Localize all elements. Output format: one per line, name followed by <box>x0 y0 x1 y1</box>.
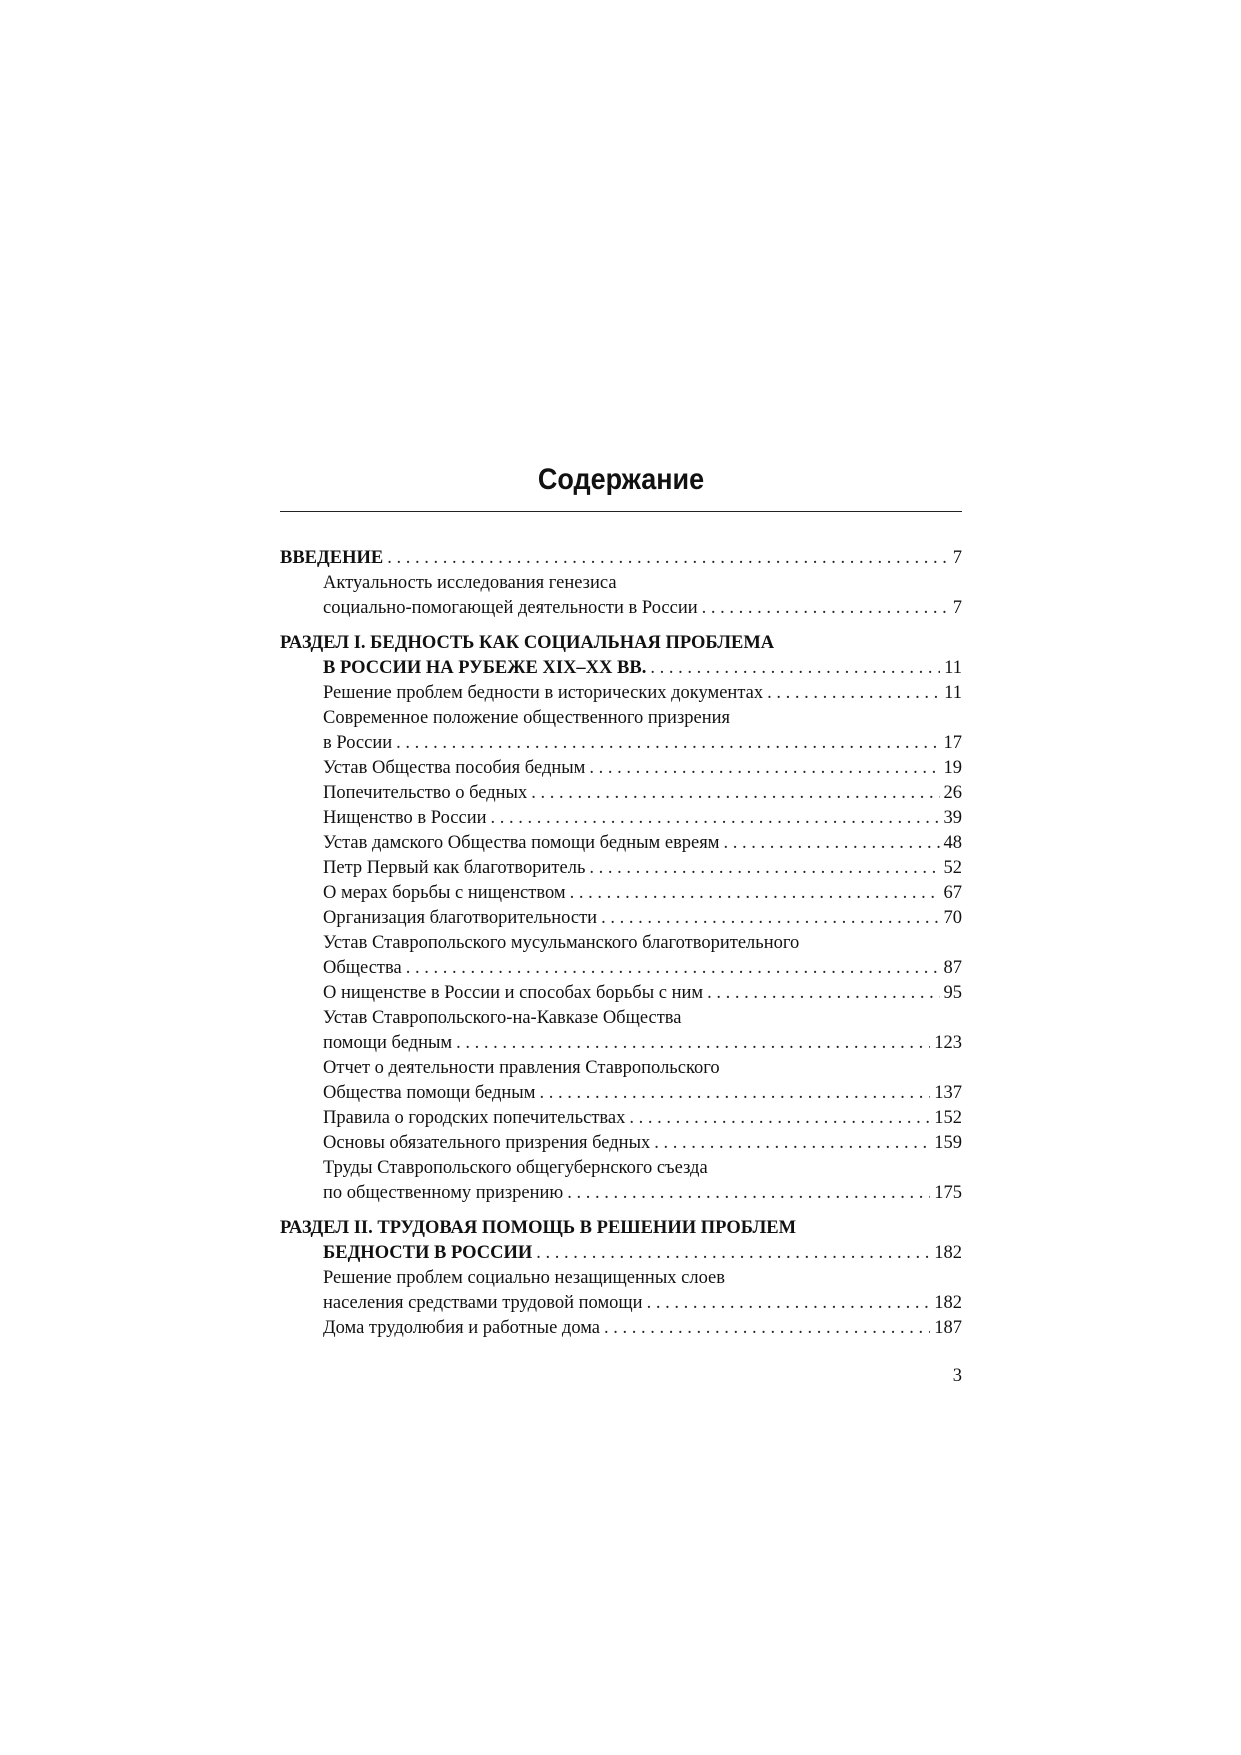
toc-entry-title: Общества помощи бедным <box>323 1083 536 1103</box>
toc-entry-row <box>323 1081 962 1106</box>
toc-entry-row <box>323 1316 962 1341</box>
toc-page-number: 39 <box>943 808 962 828</box>
toc-entry-line: Актуальность исследования генезиса <box>323 573 617 593</box>
toc-entry-title: в России <box>323 733 393 753</box>
toc-entry[interactable] <box>323 981 962 1006</box>
toc-entry-row <box>323 1031 962 1056</box>
toc-items <box>323 1266 962 1341</box>
toc-entry-line: Решение проблем социально незащищенных слоев <box>323 1268 725 1288</box>
dot-leader <box>491 806 940 831</box>
toc-page-number: 17 <box>943 733 962 753</box>
dot-leader <box>589 856 939 881</box>
dot-leader <box>396 731 939 756</box>
toc-entry-title: Организация благотворительности <box>323 908 598 928</box>
toc-entry-row <box>323 856 962 881</box>
toc-page-number: 11 <box>944 683 962 703</box>
toc-heading-line: РАЗДЕЛ I. БЕДНОСТЬ КАК СОЦИАЛЬНАЯ ПРОБЛЕМА <box>280 633 775 653</box>
dot-leader <box>647 1291 931 1316</box>
dot-leader <box>539 1081 930 1106</box>
toc-page-number: 159 <box>934 1133 962 1153</box>
toc-page-number: 52 <box>943 858 962 878</box>
title-divider <box>280 511 962 512</box>
toc-entry-title: Правила о городских попечительствах <box>323 1108 626 1128</box>
dot-leader <box>604 1316 930 1341</box>
toc-entry-row <box>323 1131 962 1156</box>
toc-page-number: 152 <box>934 1108 962 1128</box>
toc-entry-line: Устав Ставропольского-на-Кавказе Общества <box>323 1008 682 1028</box>
toc-page-number: 123 <box>934 1033 962 1053</box>
toc-heading-text: В РОССИИ НА РУБЕЖЕ XIX–XX ВВ. <box>323 658 647 678</box>
toc-entry[interactable] <box>323 806 962 831</box>
toc-entry-title: Основы обязательного призрения бедных <box>323 1133 651 1153</box>
toc-page-number: 137 <box>934 1083 962 1103</box>
toc-entry-row <box>323 1291 962 1316</box>
toc-entry[interactable] <box>323 571 962 621</box>
toc-entry[interactable] <box>323 781 962 806</box>
toc-entry[interactable] <box>323 1316 962 1341</box>
toc-entry-row <box>323 981 962 1006</box>
toc-entry[interactable] <box>323 681 962 706</box>
toc-entry-title: О мерах борьбы с нищенством <box>323 883 566 903</box>
toc-page-number: 182 <box>934 1243 962 1263</box>
toc-entry-row <box>323 596 962 621</box>
toc-entry-title: Попечительство о бедных <box>323 783 528 803</box>
toc-entry-title: О нищенстве в России и способах борьбы с ним <box>323 983 704 1003</box>
toc-entry[interactable] <box>323 856 962 881</box>
toc-page-number: 175 <box>934 1183 962 1203</box>
toc-entry-row <box>323 731 962 756</box>
toc-section-2 <box>280 1216 962 1341</box>
toc-page-number: 26 <box>943 783 962 803</box>
toc-heading-section-2[interactable] <box>323 1241 962 1266</box>
dot-leader <box>601 906 939 931</box>
toc-entry[interactable] <box>323 1131 962 1156</box>
table-of-contents <box>280 546 962 1341</box>
dot-leader <box>707 981 939 1006</box>
toc-entry[interactable] <box>323 1266 962 1316</box>
toc-entry[interactable] <box>323 1006 962 1056</box>
dot-leader <box>650 656 940 681</box>
toc-heading-intro[interactable] <box>280 546 962 571</box>
toc-entry-title: помощи бедным <box>323 1033 453 1053</box>
toc-page-number: 19 <box>943 758 962 778</box>
toc-entry-title: по общественному призрению <box>323 1183 564 1203</box>
toc-entry-row <box>323 1181 962 1206</box>
dot-leader <box>406 956 940 981</box>
toc-page-number: 95 <box>943 983 962 1003</box>
toc-heading-text: БЕДНОСТИ В РОССИИ <box>323 1243 533 1263</box>
toc-entry-line: Труды Ставропольского общегубернского съезда <box>323 1158 708 1178</box>
dot-leader <box>536 1241 930 1266</box>
toc-page-number: 67 <box>943 883 962 903</box>
toc-entry-row <box>323 881 962 906</box>
toc-page-number: 87 <box>943 958 962 978</box>
toc-entry-row <box>323 806 962 831</box>
toc-entry-line: Устав Ставропольского мусульманского благотворительного <box>323 933 800 953</box>
toc-heading-section-1[interactable] <box>323 656 962 681</box>
dot-leader <box>654 1131 930 1156</box>
toc-entry[interactable] <box>323 706 962 756</box>
toc-entry[interactable] <box>323 1156 962 1206</box>
toc-entry-title: Дома трудолюбия и работные дома <box>323 1318 601 1338</box>
toc-entry-title: населения средствами трудовой помощи <box>323 1293 643 1313</box>
toc-entry-row <box>323 1106 962 1131</box>
toc-heading-text: ВВЕДЕНИЕ <box>280 548 384 568</box>
toc-entry-title: Общества <box>323 958 402 978</box>
toc-entry[interactable] <box>323 1106 962 1131</box>
toc-entry-row <box>323 956 962 981</box>
toc-page-number: 7 <box>952 598 962 618</box>
toc-page-number: 7 <box>952 548 962 568</box>
toc-entry[interactable] <box>323 1056 962 1106</box>
dot-leader <box>570 881 940 906</box>
toc-entry-title: Петр Первый как благотворитель <box>323 858 586 878</box>
toc-entry[interactable] <box>323 881 962 906</box>
toc-entry-title: социально-помогающей деятельности в России <box>323 598 698 618</box>
page-number: 3 <box>952 1366 962 1386</box>
dot-leader <box>456 1031 930 1056</box>
toc-entry-title: Устав Общества пособия бедным <box>323 758 586 778</box>
toc-entry-row <box>323 831 962 856</box>
dot-leader <box>531 781 939 806</box>
dot-leader <box>629 1106 930 1131</box>
toc-entry-title: Нищенство в России <box>323 808 487 828</box>
toc-page-number: 70 <box>943 908 962 928</box>
toc-entry-line: Современное положение общественного призрения <box>323 708 731 728</box>
dot-leader <box>767 681 940 706</box>
toc-page-number: 182 <box>934 1293 962 1313</box>
toc-entry[interactable] <box>323 756 962 781</box>
toc-entry-title: Устав дамского Общества помощи бедным евреям <box>323 833 720 853</box>
toc-section-intro <box>280 546 962 621</box>
page-title: Содержание <box>537 463 705 496</box>
dot-leader <box>567 1181 930 1206</box>
toc-entry-row <box>323 906 962 931</box>
toc-entry[interactable] <box>323 931 962 981</box>
toc-section-1 <box>280 631 962 1206</box>
toc-page-number: 48 <box>943 833 962 853</box>
toc-items <box>323 681 962 1206</box>
dot-leader <box>387 546 949 571</box>
toc-entry-row <box>323 781 962 806</box>
dot-leader <box>589 756 939 781</box>
toc-page-number: 11 <box>944 658 962 678</box>
dot-leader <box>702 596 949 621</box>
toc-entry[interactable] <box>323 831 962 856</box>
toc-heading-line: РАЗДЕЛ II. ТРУДОВАЯ ПОМОЩЬ В РЕШЕНИИ ПРОБЛЕМ <box>280 1218 797 1238</box>
toc-entry[interactable] <box>323 906 962 931</box>
toc-page-number: 187 <box>934 1318 962 1338</box>
toc-entry-title: Решение проблем бедности в исторических документах <box>323 683 764 703</box>
toc-entry-row <box>323 681 962 706</box>
toc-items <box>323 571 962 621</box>
dot-leader <box>724 831 940 856</box>
toc-entry-line: Отчет о деятельности правления Ставропольского <box>323 1058 720 1078</box>
toc-entry-row <box>323 756 962 781</box>
